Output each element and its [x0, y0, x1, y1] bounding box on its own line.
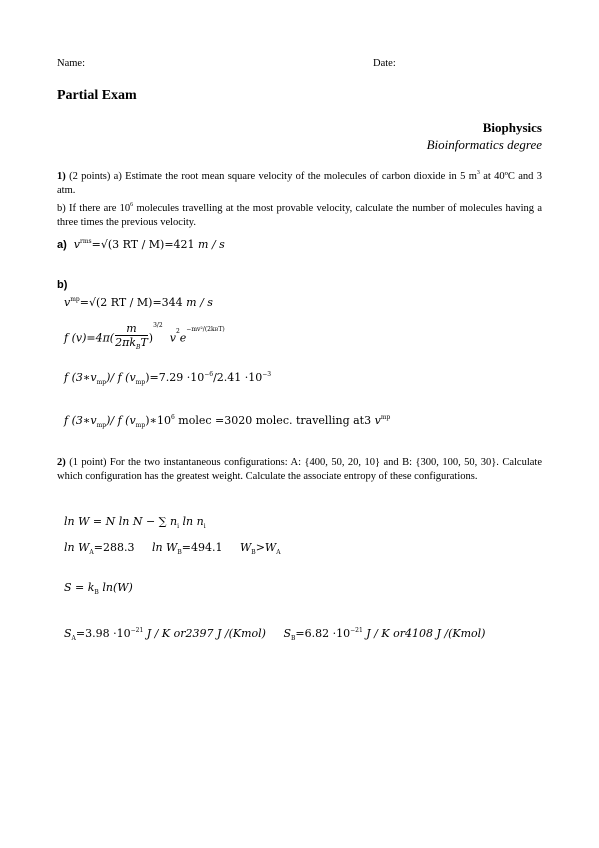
equation-entropy-values: $S_A=3.98 \cdot 10^{-21}$ J / K or2397 J /(Kmol) $S_B=6.82 \cdot 10^{-21}$ J / K or4108 J /(Kmol): [64, 627, 486, 642]
answer-a: a) $v^{rms}=√(3$ RT / M)=421 m / s: [57, 238, 225, 251]
answer-a-label: a): [57, 239, 67, 251]
question-1-text-a: (2 points) a) Estimate the root mean square velocity of the molecules of carbon dioxide in 5 m: [69, 171, 477, 182]
question-2: [57, 456, 542, 484]
equation-ratio: f $(3∗v_{mp})/$ f $(v_{mp})=7.29 \cdot 10^{-6}/2.41 \cdot 10^{-3}$: [64, 371, 272, 386]
equation-weights: $\ln W_A=288.3$ $\ln W_B=494.1$ $W_B>W_A$: [64, 541, 281, 556]
name-label: Name:: [57, 58, 85, 69]
fraction-m-over-2pikT: $\frac{m}{2\pi k_BT}$: [115, 322, 148, 351]
equation-maxwell: f (v)=4π( $\frac{m}{2\pi k_BT}$ )$^{3/2}$ $v^2e^{-mv^2/(2kBT)}$: [64, 322, 225, 358]
question-1-text-a2: at 40ºC and 3 atm.: [57, 171, 543, 196]
question-2-text: (1 point) For the two instantaneous configurations: A: {400, 50, 20, 10} and B: {300, 100, 50, 30}. Calculate which configuration has the greatest weight. Calculate the associate entropy of these configurations.: [57, 457, 542, 482]
date-label: Date:: [373, 58, 396, 69]
equation-lnw: ln W = N ln N − ∑ $n_i$ $\ln n_i$: [64, 515, 206, 530]
equation-count: f $(3∗v_{mp})/$ f $(v_{mp})∗10^6$ molec =3020 molec. travelling at3 $v^{mp}$: [64, 414, 391, 429]
question-1: 1) (2 points) a) Estimate the root mean square velocity of the molecules of carbon dioxide in 5 $m^3$ at 40ºC and 3 atm. b) If there are $10^6$ molecules travelling at the most provable velocity, calculate the number of molecules having a three times the previous velocity.: [57, 170, 543, 228]
page-title: Partial Exam: [57, 88, 137, 103]
equation-vmp: $v^{mp}=√(2$ RT / M)=344 m / s: [64, 296, 213, 309]
degree-subtitle: Bioinformatics degree: [426, 137, 542, 152]
question-1-text-b: b) If there are 10: [57, 203, 131, 214]
subject-title: Biophysics: [482, 120, 542, 135]
question-1-number: 1): [57, 171, 66, 182]
question-2-number: 2): [57, 457, 66, 468]
answer-b-label: b): [57, 279, 68, 291]
equation-entropy: $S = k_B$ ln(W): [64, 581, 133, 596]
